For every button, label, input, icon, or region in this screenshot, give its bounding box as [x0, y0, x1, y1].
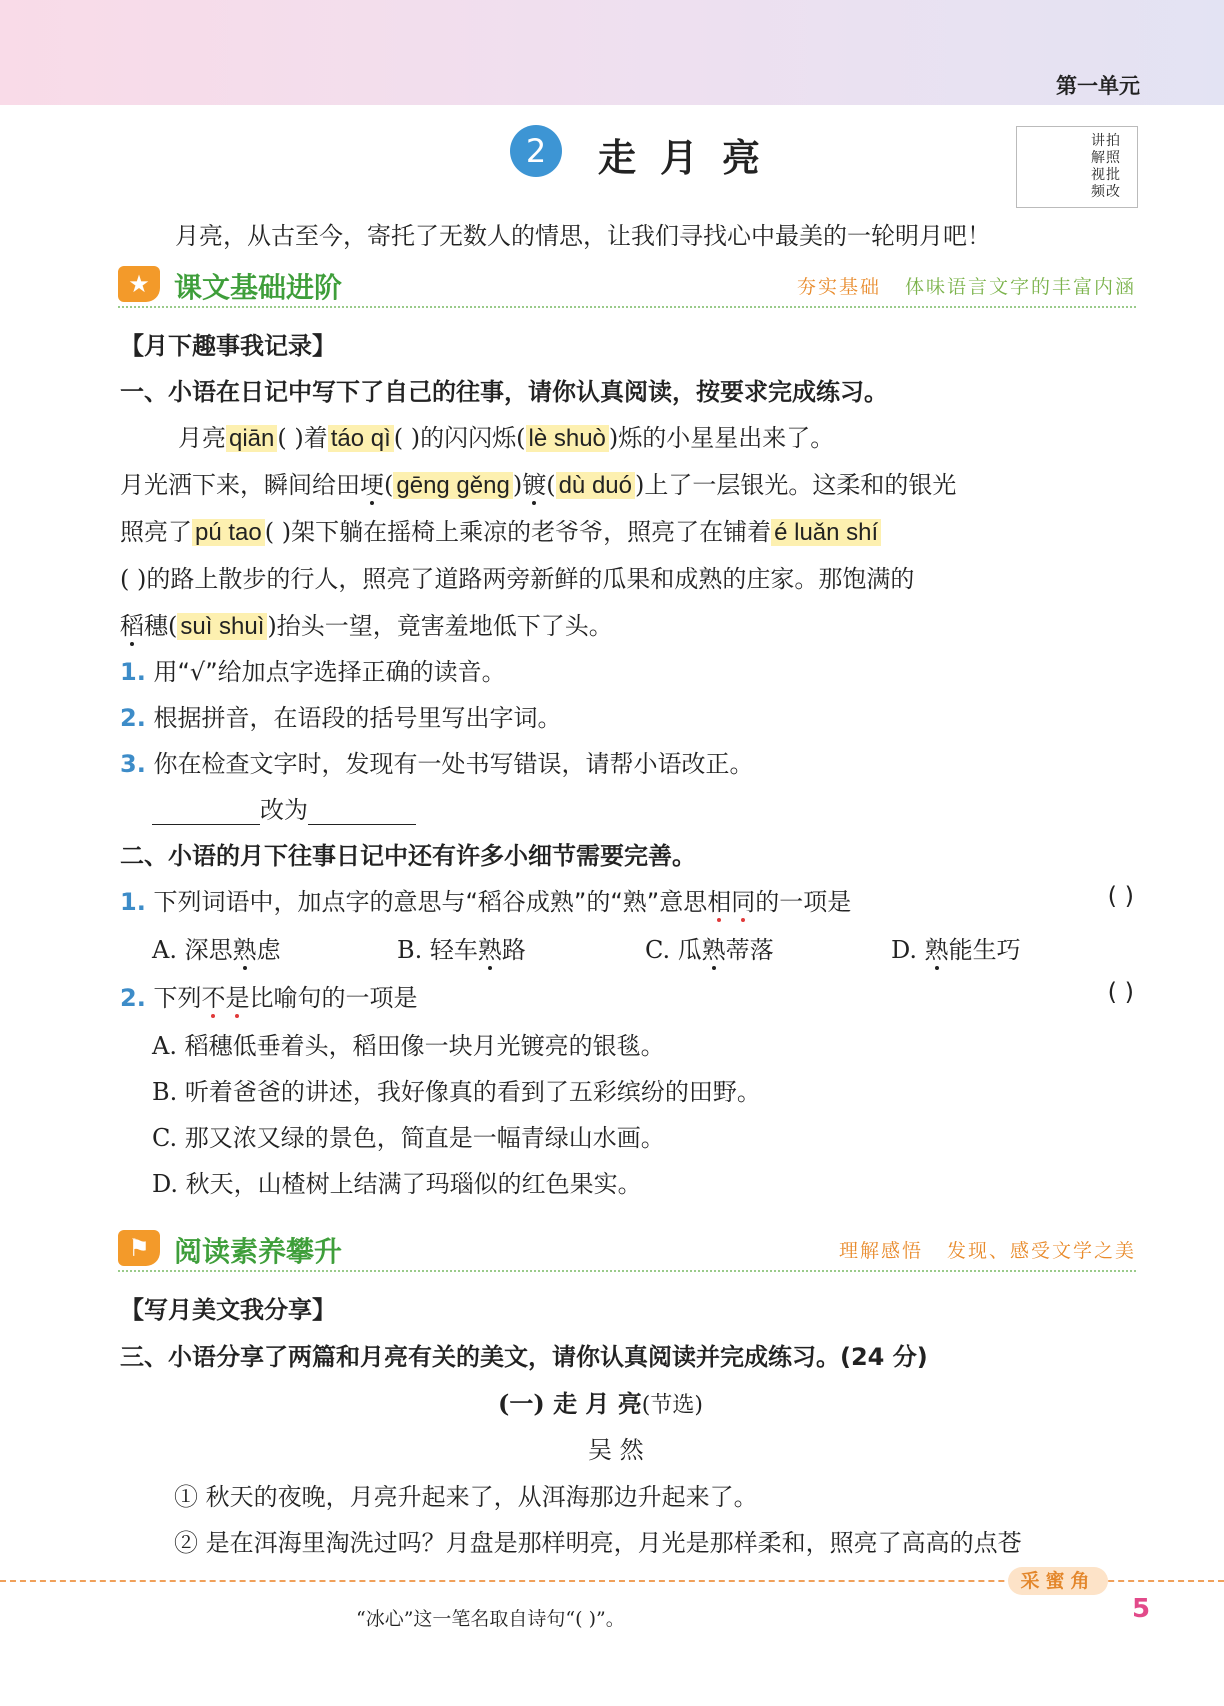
option-a[interactable]: [152, 930, 281, 965]
passage-line-5: [120, 606, 613, 641]
text: (: [384, 471, 394, 499]
reading-para-2: ② 是在洱海里淘洗过吗？月盘是那样明亮，月光是那样柔和，照亮了高高的点苍: [174, 1529, 1022, 1557]
text: A. 深思: [152, 936, 233, 964]
qr-caption: 讲拍解照视批频改: [1091, 133, 1121, 200]
option-b[interactable]: B. 听着爸爸的讲述，我好像真的看到了五彩缤纷的田野。: [152, 1078, 761, 1106]
answer-paren-1[interactable]: ( ): [1107, 882, 1134, 910]
text: 穗(: [144, 612, 178, 640]
pinyin: pú tao: [192, 519, 265, 546]
reading-title-main: (一) 走 月 亮: [498, 1389, 642, 1418]
section-header-reading: [118, 1230, 1136, 1272]
page-number: 5: [1132, 1594, 1151, 1624]
pinyin-choice[interactable]: dù duó: [556, 472, 635, 499]
option-a[interactable]: A. 稻穗低垂着头，稻田像一块月光镀亮的银毯。: [152, 1032, 665, 1060]
footer-tag: 采蜜角: [1008, 1567, 1108, 1595]
text: 比喻句的一项是: [249, 984, 418, 1012]
text: 的一项是: [755, 888, 852, 916]
option-d[interactable]: [891, 930, 1021, 965]
pinyin: táo qì: [328, 425, 394, 452]
header-band: [0, 0, 1224, 105]
pinyin: qiān: [226, 425, 277, 452]
qr-code-box[interactable]: [1016, 126, 1138, 208]
part-title-2: 【写月美文我分享】: [120, 1296, 336, 1324]
option-d[interactable]: D. 秋天，山楂树上结满了玛瑙似的红色果实。: [152, 1170, 642, 1198]
text: )抬头一望，竟害羞地低下了头。: [267, 612, 613, 640]
red-dotted-char: 是: [225, 984, 250, 1012]
text: 下列词语中，加点字的意思与“稻谷成熟”的“熟”意思: [153, 888, 708, 916]
wrong-char-blank[interactable]: [152, 802, 260, 825]
item-number: 1.: [120, 888, 146, 916]
footer-question: “冰心”这一笔名取自诗句“( )”。: [356, 1608, 625, 1630]
section-subtitle: [797, 272, 1136, 299]
option-c[interactable]: C. 那又浓又绿的景色，简直是一幅青绿山水画。: [152, 1124, 665, 1152]
dotted-char: 镀: [522, 471, 547, 499]
section-header-basics: [118, 266, 1136, 308]
section-subtitle-2: 发现、感受文学之美: [946, 1240, 1136, 1262]
lesson-title: 走月亮: [598, 135, 785, 180]
reading-title: [498, 1384, 703, 1419]
right-char-blank[interactable]: [308, 802, 416, 825]
item-number: 3.: [120, 750, 146, 778]
question-1-heading: 一、小语在日记中写下了自己的往事，请你认真阅读，按要求完成练习。: [120, 378, 888, 406]
text: 月光洒下来，瞬间给田: [120, 471, 360, 499]
section-subtitle-1: 夯实基础: [796, 276, 881, 298]
lesson-number-badge: 2: [510, 125, 562, 177]
reading-author: 吴 然: [588, 1436, 644, 1464]
text: ( )的闪闪烁(: [393, 424, 526, 452]
dotted-char: 熟: [477, 936, 502, 964]
section-subtitle: [839, 1236, 1136, 1263]
section-title: 阅读素养攀升: [174, 1235, 343, 1268]
red-dotted-char: 不: [201, 984, 226, 1012]
text: 月亮: [178, 424, 226, 452]
lesson-intro: 月亮，从古至今，寄托了无数人的情思，让我们寻找心中最美的一轮明月吧！: [175, 222, 991, 250]
dotted-char: 稻: [120, 612, 144, 640]
part-title-1: 【月下趣事我记录】: [120, 332, 336, 360]
dotted-char: 埂: [360, 471, 384, 499]
text: 照亮了: [120, 518, 192, 546]
text: B. 轻车: [397, 936, 478, 964]
passage-line-2: [120, 465, 956, 500]
option-c[interactable]: [645, 930, 774, 965]
q2-sub-1: [120, 882, 851, 917]
flag-icon: ⚑: [118, 1230, 160, 1266]
red-dotted-char: 同: [731, 888, 756, 916]
item-text: 根据拼音，在语段的括号里写出字词。: [153, 704, 562, 732]
text: ( )架下躺在摇椅上乘凉的老爷爷，照亮了在铺着: [264, 518, 772, 546]
pinyin: é luǎn shí: [771, 519, 881, 546]
q1-item-3: [120, 744, 753, 779]
reading-para-1: ① 秋天的夜晚，月亮升起来了，从洱海那边升起来了。: [174, 1483, 758, 1511]
correction-row: [152, 790, 416, 825]
dotted-char: 熟: [232, 936, 257, 964]
item-number: 2.: [120, 704, 146, 732]
pinyin-choice[interactable]: gēng gěng: [393, 472, 512, 499]
item-text: 用“√”给加点字选择正确的读音。: [153, 658, 506, 686]
answer-paren-2[interactable]: ( ): [1107, 978, 1134, 1006]
option-b[interactable]: [397, 930, 526, 965]
reading-title-note: (节选): [641, 1393, 703, 1418]
section-title: 课文基础进阶: [174, 271, 343, 304]
section-subtitle-1: 理解感悟: [838, 1240, 923, 1262]
text: 蒂落: [725, 936, 774, 964]
unit-label: 第一单元: [1056, 74, 1140, 98]
text: 路: [501, 936, 526, 964]
text: 能生巧: [948, 936, 1021, 964]
text: C. 瓜: [645, 936, 702, 964]
text: (: [546, 471, 556, 499]
question-2-heading: 二、小语的月下往事日记中还有许多小细节需要完善。: [120, 842, 696, 870]
q1-item-1: [120, 652, 506, 687]
dotted-char: 熟: [701, 936, 726, 964]
text: )上了一层银光。这柔和的银光: [634, 471, 957, 499]
item-text: 你在检查文字时，发现有一处书写错误，请帮小语改正。: [153, 750, 754, 778]
fix-label: 改为: [260, 796, 308, 824]
q2-sub-2: [120, 978, 417, 1013]
item-number: 1.: [120, 658, 146, 686]
question-3-heading: 三、小语分享了两篇和月亮有关的美文，请你认真阅读并完成练习。(24 分): [120, 1343, 928, 1371]
text: 虑: [256, 936, 281, 964]
pinyin-choice[interactable]: suì shuì: [177, 613, 267, 640]
pinyin-choice[interactable]: lè shuò: [526, 425, 609, 452]
passage-line-1: [178, 418, 834, 453]
text: ( )着: [277, 424, 328, 452]
item-number: 2.: [120, 984, 146, 1012]
text: )烁的小星星出来了。: [608, 424, 835, 452]
dotted-char: 熟: [924, 936, 949, 964]
text: 下列: [153, 984, 202, 1012]
text: ): [512, 471, 523, 499]
star-icon: ★: [118, 266, 160, 302]
passage-line-4: ( )的路上散步的行人，照亮了道路两旁新鲜的瓜果和成熟的庄家。那饱满的: [120, 565, 915, 593]
section-subtitle-2: 体味语言文字的丰富内涵: [904, 276, 1136, 298]
passage-line-3: [120, 512, 881, 547]
text: D.: [891, 936, 925, 964]
q1-item-2: [120, 698, 561, 733]
red-dotted-char: 相: [707, 888, 732, 916]
